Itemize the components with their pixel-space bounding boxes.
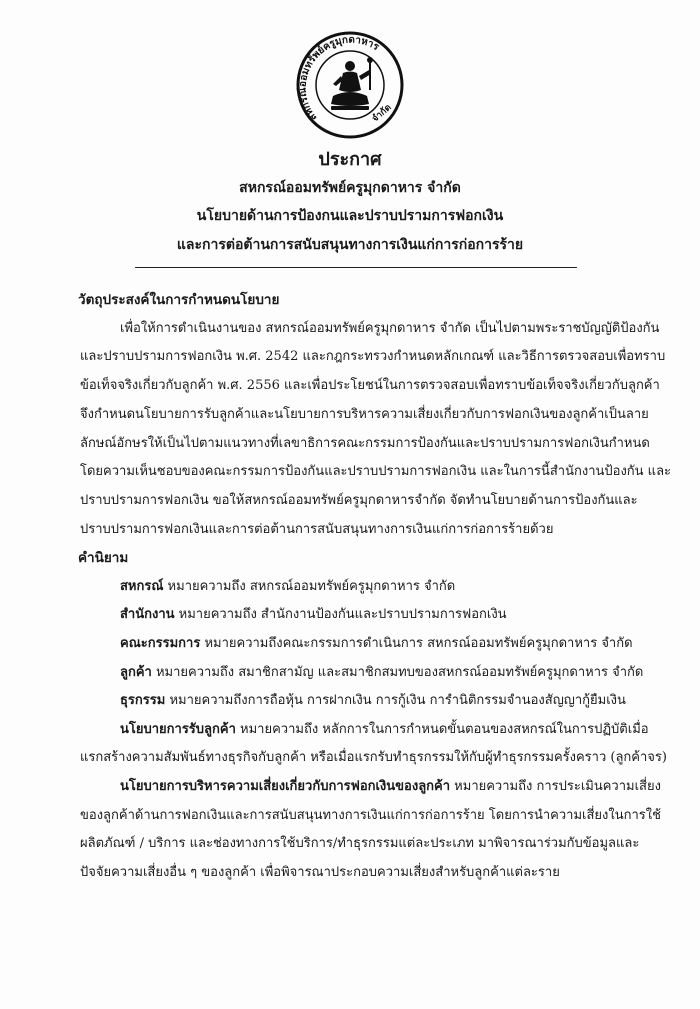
policy-title-line-2: และการต่อต้านการสนับสนุนทางการเงินแก่การก่อการร้าย <box>176 237 524 253</box>
definition-item <box>120 663 643 683</box>
objective-line: ลักษณ์อักษรให้เป็นไปตามแนวทางที่เลขาธิการคณะกรรมการป้องกันและปราบปรามการฟอกเงินกำหนด <box>80 436 650 451</box>
definition-term: ธุรกรรม <box>120 693 166 708</box>
definition-item <box>120 605 507 625</box>
definition-term: นโยบายการรับลูกค้า <box>120 722 236 737</box>
definitions-heading: คำนิยาม <box>78 550 129 566</box>
definition-continuation: ของลูกค้าด้านการฟอกเงินและการสนับสนุนทางการเงินแก่การก่อการร้าย โดยการนำความเสี่ยงในการใช้ <box>80 808 661 823</box>
definition-term: สำนักงาน <box>120 607 175 622</box>
definition-text: หมายความถึง สมาชิกสามัญ และสมาชิกสมทบของสหกรณ์ออมทรัพย์ครูมุกดาหาร จำกัด <box>151 665 644 680</box>
seal-ring-text-left: สหกรณ์ออมทรัพย์ครูมุกดาหาร <box>297 34 381 123</box>
organization-name: สหกรณ์ออมทรัพย์ครูมุกดาหาร จำกัด <box>239 180 461 196</box>
objective-line: จึงกำหนดนโยบายการรับลูกค้าและนโยบายการบริหารความเสี่ยงเกี่ยวกับการฟอกเงินของลูกค้าเป็นลาย <box>80 407 649 422</box>
definition-continuation: แรกสร้างความสัมพันธ์ทางธุรกิจกับลูกค้า หรือเมื่อแรกรับทำธุรกรรมให้กับผู้ทำธุรกรรมครั้งคราว (ลูกค้าจร) <box>80 750 667 765</box>
definition-item <box>120 720 649 740</box>
header-divider <box>135 267 577 268</box>
definition-item <box>120 577 455 597</box>
objective-line: ข้อเท็จจริงเกี่ยวกับลูกค้า พ.ศ. 2556 และเพื่อประโยชน์ในการตรวจสอบเพื่อทราบข้อเท็จจริงเกี่ยวกับลูกค้า <box>80 378 660 393</box>
policy-title-line-1: นโยบายด้านการป้องกนและปราบปรามการฟอกเงิน <box>196 208 504 224</box>
objective-line: ปราบปรามการฟอกเงินและการต่อต้านการสนับสนุนทางการเงินแก่การก่อการร้ายด้วย <box>80 522 554 537</box>
definition-term: คณะกรรมการ <box>120 636 201 651</box>
objective-line: โดยความเห็นชอบของคณะกรรมการป้องกันและปราบปรามการฟอกเงิน และในการนี้สำนักงานป้องกัน และ <box>80 464 672 479</box>
objective-line: ปราบปรามการฟอกเงิน ขอให้สหกรณ์ออมทรัพย์ครูมุกดาหารจำกัด จัดทำนโยบายด้านการป้องกันและ <box>80 493 638 508</box>
cooperative-seal-icon <box>295 30 405 140</box>
definition-continuation: ปัจจัยความเสี่ยงอื่น ๆ ของลูกค้า เพื่อพิจารณาประกอบความเสี่ยงสำหรับลูกค้าแต่ละราย <box>80 865 560 880</box>
objective-heading: วัตถุประสงค์ในการกำหนดนโยบาย <box>78 292 280 308</box>
definition-item <box>120 691 626 711</box>
definition-text: หมายความถึง สหกรณ์ออมทรัพย์ครูมุกดาหาร จำกัด <box>163 579 456 594</box>
objective-line: เพื่อให้การดำเนินงานของ สหกรณ์ออมทรัพย์ครูมุกดาหาร จำกัด เป็นไปตามพระราชบัญญัติป้องกัน <box>120 321 660 336</box>
definition-text: หมายความถึงคณะกรรมการดำเนินการ สหกรณ์ออมทรัพย์ครูมุกดาหาร จำกัด <box>200 636 633 651</box>
definition-term: นโยบายการบริหารความเสี่ยงเกี่ยวกับการฟอกเงินของลูกค้า <box>120 779 451 794</box>
objective-line: และปราบปรามการฟอกเงิน พ.ศ. 2542 และกฎกระทรวงกำหนดหลักเกณฑ์ และวิธีการตรวจสอบเพื่อทราบ <box>80 349 666 364</box>
definition-text: หมายความถึงการถือหุ้น การฝากเงิน การกู้เงิน การำนิติกรรมจำนองสัญญากู้ยืมเงิน <box>165 693 626 708</box>
announcement-title: ประกาศ <box>318 149 382 170</box>
definition-continuation: ผลิตภัณฑ์ / บริการ และช่องทางการใช้บริการ/ทำธุรกรรมแต่ละประเภท มาพิจารณาร่วมกับข้อมูลและ <box>80 836 640 851</box>
definition-term: สหกรณ์ <box>120 579 164 594</box>
definition-term: ลูกค้า <box>120 665 152 680</box>
seal-ring-text-right: จำกัด <box>370 102 394 125</box>
definition-item <box>120 634 633 654</box>
definition-text: หมายความถึง สำนักงานป้องกันและปราบปรามการฟอกเงิน <box>174 607 507 622</box>
definition-text: หมายความถึง หลักการในการกำหนดขั้นตอนของสหกรณ์ในการปฏิบัติเมื่อ <box>235 722 649 737</box>
definition-item <box>120 777 661 797</box>
definition-text: หมายความถึง การประเมินความเสี่ยง <box>450 779 661 794</box>
